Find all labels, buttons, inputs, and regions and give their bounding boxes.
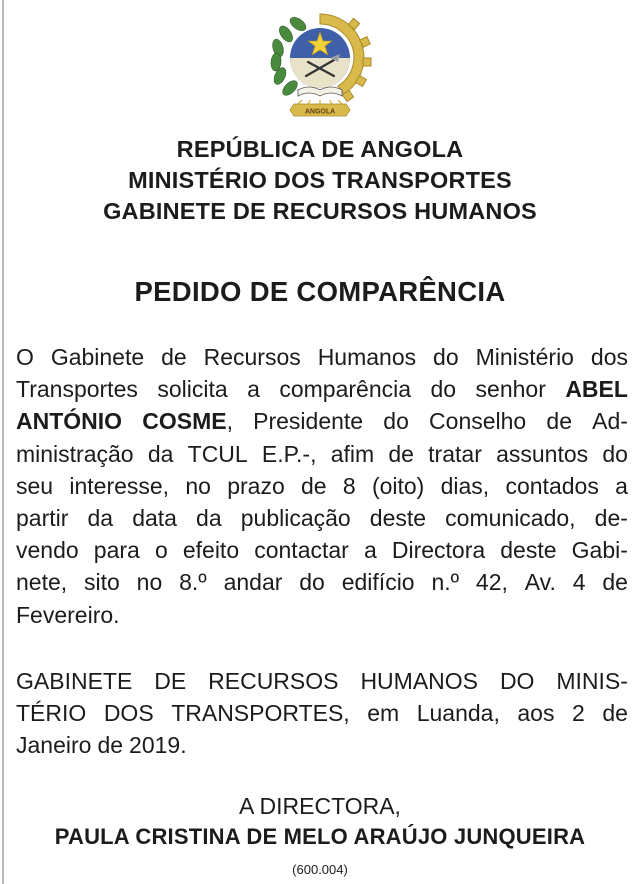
- word: de: [546, 408, 572, 435]
- header: [0, 134, 640, 227]
- word: vendo: [16, 537, 79, 564]
- word: de: [602, 569, 628, 596]
- word: seu: [16, 472, 54, 499]
- word: no: [136, 569, 163, 596]
- word: comparência: [279, 376, 412, 403]
- word: senhor: [475, 376, 546, 403]
- word: TCUL: [187, 440, 248, 467]
- header-line-2: MINISTÉRIO DOS TRANSPORTES: [128, 167, 512, 193]
- signature-name: PAULA CRISTINA DE MELO ARAÚJO JUNQUEIRA: [54, 824, 586, 849]
- word: de: [602, 700, 628, 727]
- word: Transportes: [16, 376, 138, 403]
- word: DO: [499, 668, 535, 694]
- word: E.P.-,: [261, 440, 317, 467]
- word: da: [196, 505, 222, 532]
- word: Av.: [524, 569, 556, 596]
- word: contados: [505, 472, 599, 499]
- word: TÉRIO: [16, 700, 87, 727]
- header-line-1: REPÚBLICA DE ANGOLA: [176, 136, 464, 162]
- word: da: [87, 505, 114, 532]
- paragraph-1: [16, 341, 628, 631]
- word: Ministério: [475, 344, 574, 370]
- paragraph-line: [16, 729, 628, 761]
- word: O: [16, 344, 34, 370]
- word: 8.º: [179, 569, 207, 596]
- word: assuntos: [496, 440, 589, 467]
- word: DE: [154, 668, 187, 694]
- signature-title: A DIRECTORA,: [239, 793, 401, 819]
- word: 2: [572, 700, 585, 727]
- document-title: PEDIDO DE COMPARÊNCIA: [134, 276, 506, 307]
- word: para: [93, 537, 140, 564]
- word: Fevereiro.: [16, 601, 120, 628]
- word: DOS: [103, 700, 154, 727]
- emblem-label: ANGOLA: [304, 108, 336, 116]
- word: Presidente: [253, 408, 364, 435]
- word: edifício: [341, 569, 415, 596]
- word: comunicado,: [445, 505, 576, 532]
- reference-number: (600.004): [292, 862, 348, 877]
- word: Humanos: [317, 344, 417, 370]
- word: do: [433, 344, 459, 370]
- word: MINIS-: [556, 668, 628, 694]
- word: data: [132, 505, 177, 532]
- word: dos: [590, 344, 628, 370]
- word: COSME,: [142, 408, 233, 435]
- paragraph-line: [16, 566, 628, 598]
- angola-coat-of-arms-icon: [264, 4, 376, 118]
- word: a: [615, 472, 628, 499]
- word: 42,: [475, 569, 508, 596]
- word: ANTÓNIO: [16, 408, 123, 435]
- word: n.º: [431, 569, 460, 596]
- word: o: [154, 537, 168, 564]
- word: RECURSOS: [208, 668, 339, 694]
- word: Gabi-: [571, 537, 628, 564]
- word: aos: [517, 700, 555, 727]
- header-line-3: GABINETE DE RECURSOS HUMANOS: [103, 198, 537, 224]
- word: Luanda,: [416, 700, 500, 727]
- word: em: [367, 700, 400, 727]
- word: efeito: [182, 537, 240, 564]
- word: do: [602, 440, 628, 467]
- word: TRANSPORTES,: [171, 700, 350, 727]
- word: a: [363, 537, 377, 564]
- word: deste: [500, 537, 557, 564]
- word: nete,: [16, 569, 68, 596]
- page-border: [2, 0, 4, 884]
- word: de: [97, 732, 124, 759]
- word: deste: [369, 505, 427, 532]
- word: Directora: [391, 537, 486, 564]
- paragraph-line: [16, 341, 628, 373]
- word: do: [299, 569, 325, 596]
- word: Conselho: [429, 408, 527, 435]
- paragraph-line: [16, 502, 628, 534]
- word: Gabinete: [50, 344, 145, 370]
- word: no: [185, 472, 211, 499]
- word: prazo: [227, 472, 285, 499]
- paragraph-line: [16, 373, 628, 405]
- word: tratar: [428, 440, 482, 467]
- word: sito: [84, 569, 120, 596]
- word: a: [247, 376, 260, 403]
- word: (oito): [371, 472, 425, 499]
- word: do: [383, 408, 409, 435]
- word: dias,: [440, 472, 490, 499]
- word: solicita: [157, 376, 228, 403]
- word: afim: [330, 440, 375, 467]
- word: andar: [223, 569, 283, 596]
- word: de: [301, 472, 327, 499]
- word: de: [161, 344, 187, 370]
- word: de-: [594, 505, 628, 532]
- word: Ad-: [592, 408, 628, 435]
- word: ministração: [16, 440, 134, 467]
- word: contactar: [254, 537, 349, 564]
- word: Recursos: [203, 344, 301, 370]
- word: do: [430, 376, 457, 403]
- word: 8: [342, 472, 356, 499]
- word: Janeiro: [16, 732, 92, 759]
- paragraph-line: [16, 665, 628, 697]
- word: partir: [16, 505, 69, 532]
- word: ABEL: [565, 376, 628, 403]
- word: 4: [572, 569, 586, 596]
- word: GABINETE: [16, 668, 133, 694]
- word: 2019.: [129, 732, 187, 759]
- word: da: [147, 440, 174, 467]
- word: interesse,: [69, 472, 170, 499]
- paragraph-line: [16, 438, 628, 470]
- paragraph-line: [16, 470, 628, 502]
- word: publicação: [240, 505, 351, 532]
- paragraph-line: [16, 697, 628, 729]
- paragraph-line: [16, 599, 628, 631]
- word: HUMANOS: [360, 668, 478, 694]
- paragraph-line: [16, 534, 628, 566]
- word: de: [388, 440, 414, 467]
- paragraph-line: [16, 405, 628, 437]
- paragraph-2: [16, 665, 628, 762]
